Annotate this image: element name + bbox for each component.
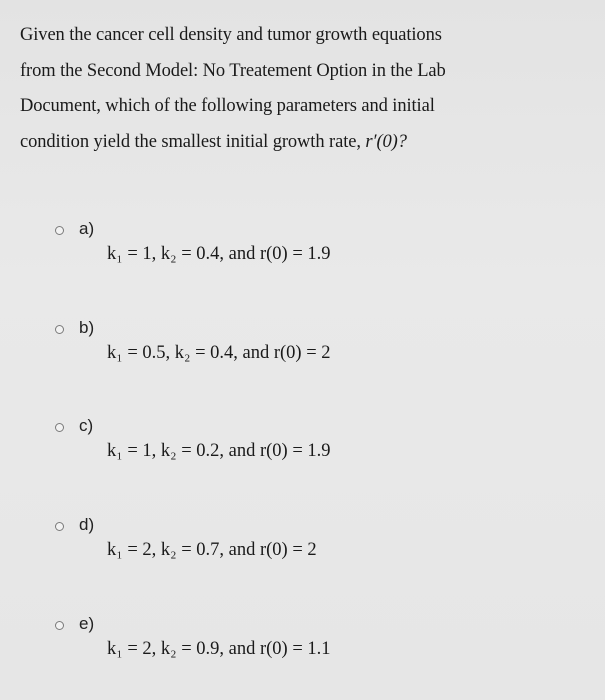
question-text: [20, 18, 580, 160]
option-d-letter: d): [79, 515, 95, 534]
option-d[interactable]: [55, 514, 555, 584]
option-e[interactable]: [55, 613, 555, 683]
option-b-letter: b): [79, 318, 95, 337]
option-c-formula: k₁ = 1, k₂ = 0.2, and r(0) = 1.9: [107, 441, 331, 461]
option-a-letter: a): [79, 219, 95, 238]
option-b-radio[interactable]: [55, 325, 64, 334]
question-line-3: Document, which of the following parameters and initial: [20, 96, 435, 116]
option-c[interactable]: [55, 415, 555, 485]
option-d-radio[interactable]: [55, 522, 64, 531]
option-d-formula: k₁ = 2, k₂ = 0.7, and r(0) = 2: [107, 540, 317, 560]
option-e-formula: k₁ = 2, k₂ = 0.9, and r(0) = 1.1: [107, 639, 331, 659]
option-e-radio[interactable]: [55, 621, 64, 630]
question-line-1: Given the cancer cell density and tumor growth equations: [20, 25, 442, 45]
option-a-radio[interactable]: [55, 226, 64, 235]
question-math-tail: r′(0)?: [365, 131, 407, 152]
option-b-formula: k₁ = 0.5, k₂ = 0.4, and r(0) = 2: [107, 343, 331, 363]
question-line-4: condition yield the smallest initial growth rate,: [20, 131, 366, 152]
option-c-letter: c): [79, 416, 94, 435]
option-a-formula: k₁ = 1, k₂ = 0.4, and r(0) = 1.9: [107, 244, 331, 264]
option-c-radio[interactable]: [55, 423, 64, 432]
option-a[interactable]: [55, 218, 555, 288]
option-b[interactable]: [55, 317, 555, 387]
option-e-letter: e): [79, 614, 95, 633]
question-line-2: from the Second Model: No Treatement Option in the Lab: [20, 60, 446, 81]
